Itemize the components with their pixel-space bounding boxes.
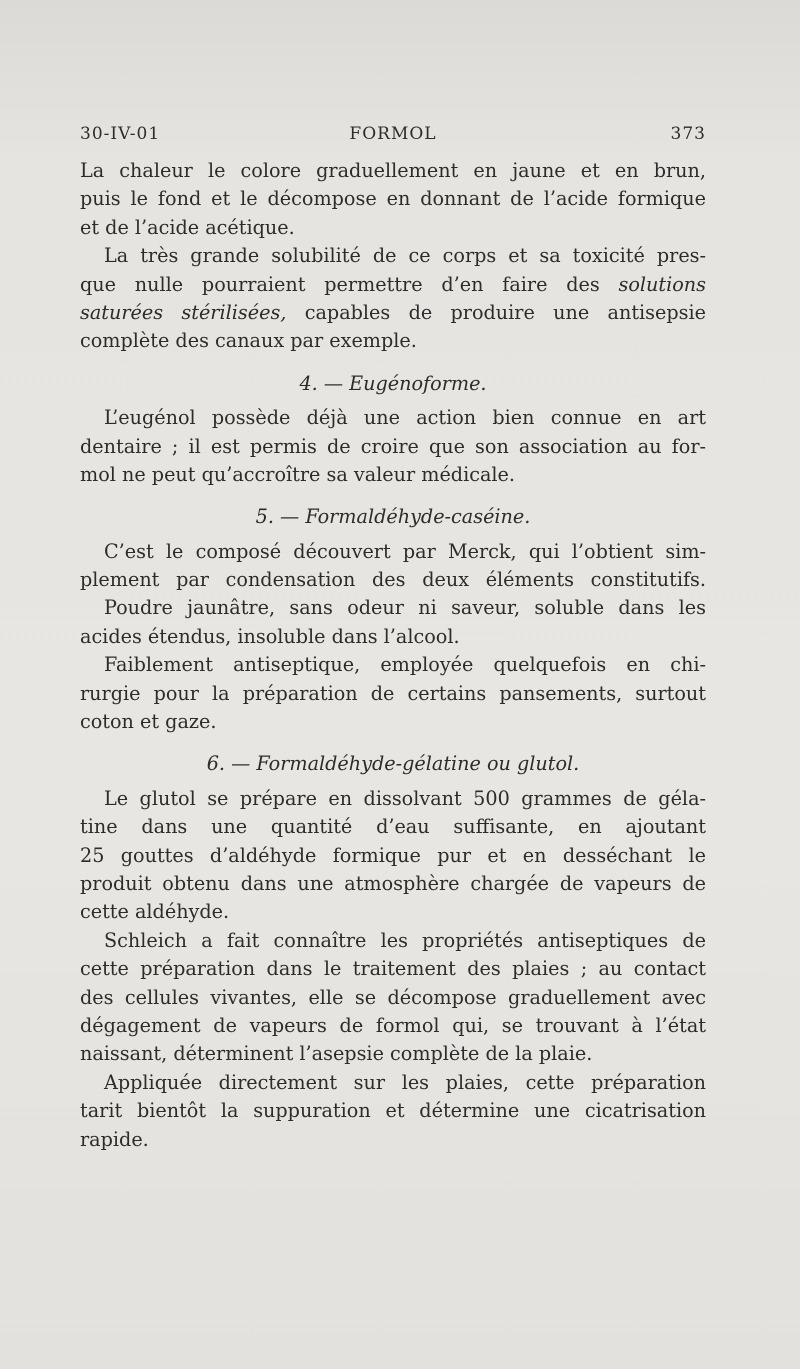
text-line: puis le fond et le décompose en donnant de l’acide formique <box>80 187 706 211</box>
text-line <box>80 299 706 327</box>
text-line: rurgie pour la préparation de certains pansements, surtout <box>80 681 706 705</box>
section-heading-5: 5. — Formaldéhyde-caséine. <box>255 505 531 529</box>
italic-term: solutions <box>618 272 706 296</box>
italic-term: saturées stérilisées, <box>80 300 287 324</box>
text-line: naissant, déterminent l’asepsie complète de la plaie. <box>80 1042 593 1066</box>
text-line: acides étendus, insoluble dans l’alcool. <box>80 624 460 648</box>
text-line <box>80 271 706 299</box>
text-line: complète des canaux par exemple. <box>80 329 417 353</box>
text-line: coton et gaze. <box>80 710 217 734</box>
text-line: Schleich a fait connaître les propriétés antiseptiques de <box>104 928 706 952</box>
text-line: Le glutol se prépare en dissolvant 500 grammes de géla- <box>104 786 706 810</box>
header-date: 30-IV-01 <box>80 124 161 144</box>
text-line: mol ne peut qu’accroître sa valeur médicale. <box>80 462 515 486</box>
body-text <box>80 157 706 1154</box>
text-line: tarit bientôt la suppuration et détermine une cicatrisation <box>80 1099 706 1123</box>
text-line: L’eugénol possède déjà une action bien connue en art <box>104 406 706 430</box>
running-header <box>80 124 706 154</box>
text-line: et de l’acide acétique. <box>80 215 295 239</box>
section-heading-6: 6. — Formaldéhyde-gélatine ou glutol. <box>206 752 580 776</box>
text-line: C’est le composé découvert par Merck, qui l’obtient sim- <box>104 539 706 563</box>
text-line: des cellules vivantes, elle se décompose graduellement avec <box>80 985 706 1009</box>
text-line: La chaleur le colore graduellement en jaune et en brun, <box>80 159 706 182</box>
text-line: Faiblement antiseptique, employée quelquefois en chi- <box>104 653 706 677</box>
text-line: tine dans une quantité d’eau suffisante, en ajoutant <box>80 815 706 839</box>
text-line: dégagement de vapeurs de formol qui, se trouvant à l’état <box>80 1013 706 1037</box>
text-segment: capables de produire une antisepsie <box>286 300 706 324</box>
text-line: La très grande solubilité de ce corps et sa toxicité pres- <box>104 244 706 268</box>
section-heading-4: 4. — Eugénoforme. <box>299 371 487 395</box>
header-title: FORMOL <box>349 124 437 144</box>
page-number: 373 <box>670 124 706 144</box>
text-line: Poudre jaunâtre, sans odeur ni saveur, soluble dans les <box>104 596 706 620</box>
text-line: plement par condensation des deux éléments constitutifs. <box>80 568 706 592</box>
text-line: dentaire ; il est permis de croire que son association au for- <box>80 434 706 458</box>
text-line: rapide. <box>80 1127 149 1151</box>
text-line: cette aldéhyde. <box>80 900 230 924</box>
text-line: Appliquée directement sur les plaies, cette préparation <box>104 1070 706 1094</box>
text-segment: que nulle pourraient permettre d’en faire des <box>80 272 619 296</box>
text-line: cette préparation dans le traitement des plaies ; au contact <box>80 957 706 981</box>
text-line: produit obtenu dans une atmosphère chargée de vapeurs de <box>80 871 706 895</box>
text-line: 25 gouttes d’aldéhyde formique pur et en desséchant le <box>80 843 706 867</box>
